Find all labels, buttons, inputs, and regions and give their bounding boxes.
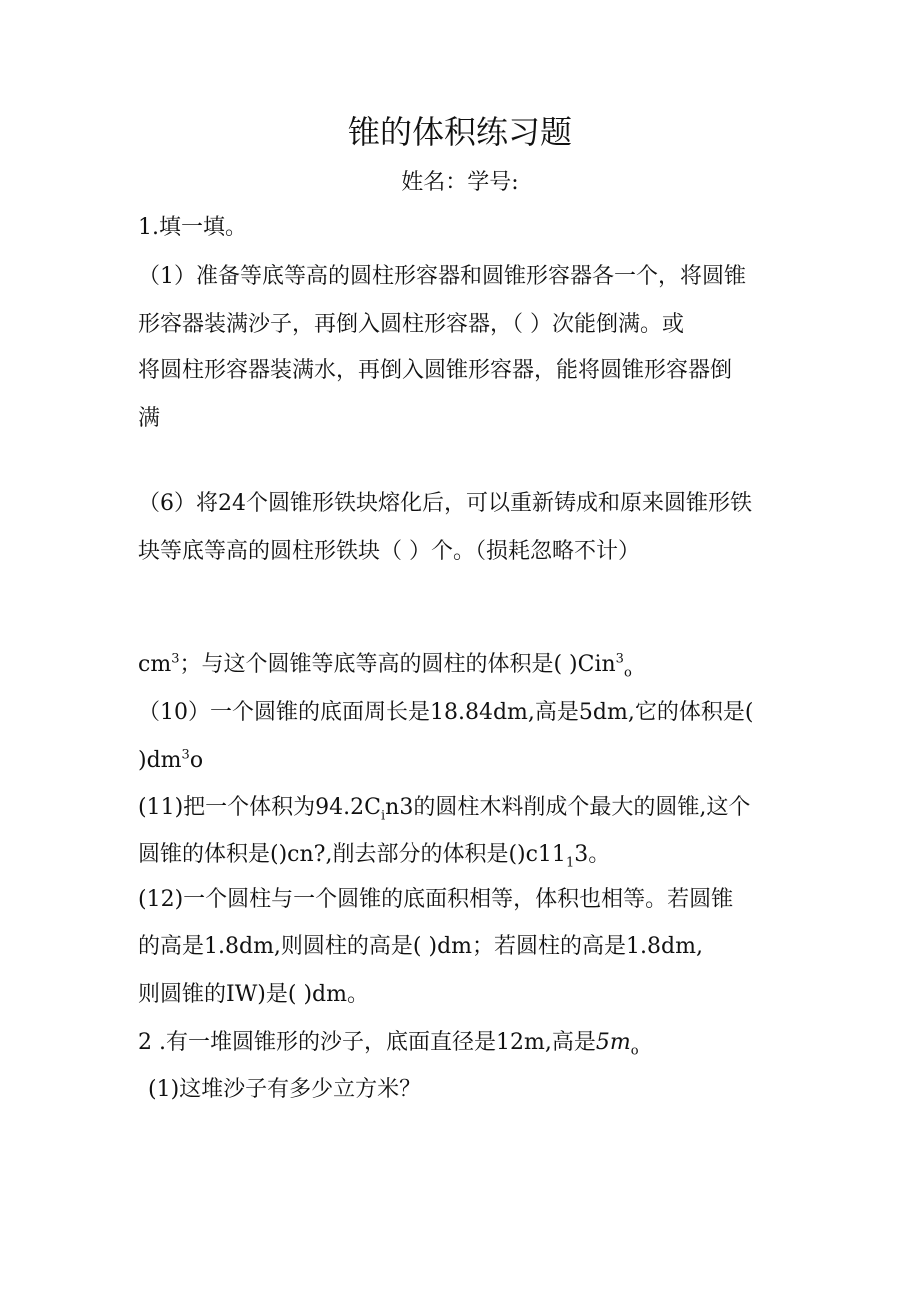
- q9-sup2: 3: [615, 651, 624, 667]
- q1-line1: （1）准备等底等高的圆柱形容器和圆锥形容器各一个，将圆锥: [138, 264, 746, 289]
- q11-line1-a: (11)把一个体积为94.2C: [138, 795, 381, 820]
- q6-line1: （6）将24个圆锥形铁块熔化后，可以重新铸成和原来圆锥形铁: [138, 491, 752, 516]
- q9-sup1: 3: [171, 651, 180, 667]
- section1-heading: 1.填一填。: [138, 215, 247, 240]
- q1-line4: 满: [138, 406, 161, 431]
- q12-line3: 则圆锥的IW)是( )dm。: [138, 982, 369, 1007]
- q10-line2-text: )dm: [138, 748, 182, 773]
- q1-line3: 将圆柱形容器装满水，再倒入圆锥形容器，能将圆锥形容器倒: [138, 358, 733, 383]
- page-title: 锥的体积练习题: [347, 113, 572, 151]
- q11-line2-b: 3。: [574, 842, 611, 867]
- q12-line2: 的高是1.8dm,则圆柱的高是( )dm；若圆柱的高是1.8dm,: [138, 934, 703, 959]
- q9-sub2: o: [623, 665, 632, 681]
- q11-line2: [138, 840, 610, 870]
- q10-sup: 3: [181, 747, 190, 763]
- q9-unit: cm: [138, 652, 172, 677]
- q11-line1-sub: i: [380, 808, 386, 824]
- section2-question1: (1)这堆沙子有多少立方米？: [148, 1077, 422, 1102]
- student-info: 姓名：学号:: [401, 170, 519, 195]
- q10-line2: [138, 746, 203, 776]
- q1-line2: 形容器装满沙子，再倒入圆柱形容器，（ ）次能倒满。或: [138, 312, 684, 337]
- q10-end: o: [189, 748, 204, 773]
- section2-height: 5m: [595, 1030, 631, 1055]
- q6-line2: 块等底等高的圆柱形铁块（ ）个。（损耗忽略不计）: [138, 539, 640, 564]
- q11-line1-b: n3的圆柱木料削成个最大的圆锥,这个: [385, 795, 751, 820]
- q12-line1: (12)一个圆柱与一个圆锥的底面积相等，体积也相等。若圆锥: [138, 887, 734, 912]
- section2-heading-text: 2 .有一堆圆锥形的沙子，底面直径是12m,高是: [138, 1030, 596, 1055]
- section2-heading-sub: o: [630, 1043, 639, 1059]
- q11-line1: [138, 793, 750, 823]
- q9-fragment: [138, 650, 632, 680]
- q9-text: ；与这个圆锥等底等高的圆柱的体积是( )Cin: [179, 652, 616, 677]
- section2-heading: [138, 1028, 639, 1058]
- q10-line1: （10）一个圆锥的底面周长是18.84dm,高是5dm,它的体积是(: [138, 700, 754, 725]
- q11-line2-sub: 1: [565, 855, 575, 871]
- q11-line2-a: 圆锥的体积是()cn?,削去部分的体积是()c11: [138, 842, 566, 867]
